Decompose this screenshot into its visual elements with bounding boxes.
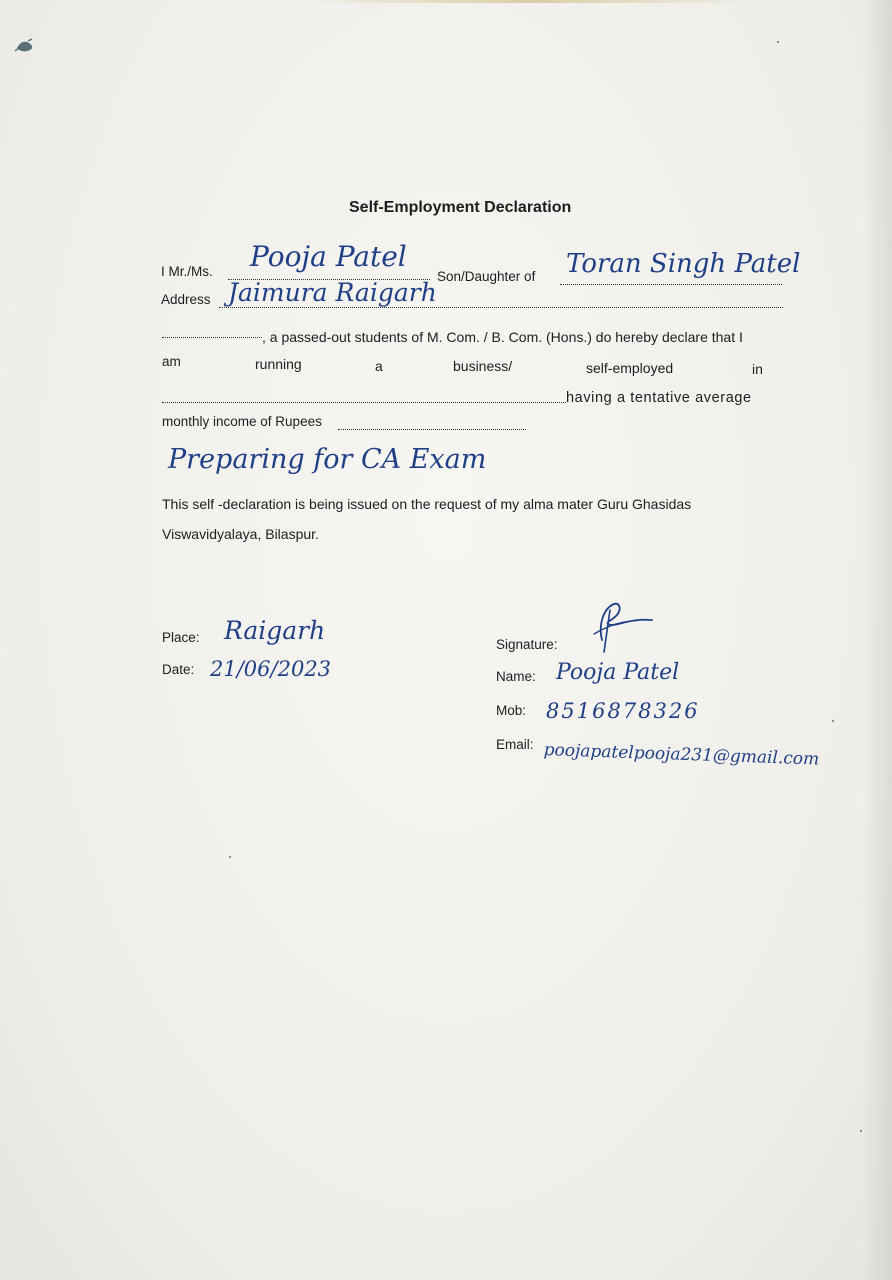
document-title: Self-Employment Declaration: [349, 199, 572, 216]
label-place: Place:: [162, 630, 200, 645]
label-name-signatory: Name:: [496, 669, 536, 684]
paper-top-stain: [300, 0, 760, 3]
handwritten-place: Raigarh: [224, 616, 326, 645]
word-a: a: [375, 358, 383, 374]
handwritten-signature-icon: [588, 594, 660, 654]
handwritten-date: 21/06/2023: [210, 657, 332, 681]
word-self-employed: self-employed: [586, 360, 674, 376]
father-dotted-line: [560, 284, 782, 285]
label-signature: Signature:: [496, 637, 558, 652]
declaration-line-passed-out: , a passed-out students of M. Com. / B. Com. (Hons.) do hereby declare that I: [262, 329, 743, 345]
word-in: in: [752, 361, 763, 377]
handwritten-email: poojapatelpooja231@gmail.com: [543, 740, 820, 770]
declaration-line-request: This self -declaration is being issued on the request of my alma mater Guru Ghasidas: [162, 496, 692, 512]
handwritten-address: Jaimura Raigarh: [228, 278, 437, 307]
paper-speck: [860, 1130, 862, 1132]
handwritten-signatory-name: Pooja Patel: [556, 660, 680, 685]
label-son-daughter-of: Son/Daughter of: [437, 269, 536, 284]
address-dotted-line: [219, 307, 783, 308]
income-dotted-line: [338, 429, 526, 430]
paper-speck: [229, 856, 231, 858]
word-running: running: [255, 356, 302, 372]
label-email: Email:: [496, 737, 534, 752]
handwritten-name: Pooja Patel: [250, 240, 407, 273]
handwritten-mobile: 8516878326: [546, 699, 700, 723]
word-am: am: [162, 354, 181, 369]
declaration-line-having: having a tentative average: [566, 390, 752, 406]
label-mob: Mob:: [496, 703, 527, 718]
label-address: Address: [161, 292, 211, 307]
paper-speck: [777, 41, 779, 43]
handwritten-father-name: Toran Singh Patel: [566, 249, 801, 279]
business-dotted-line: [162, 402, 566, 403]
word-business: business/: [453, 358, 513, 374]
handwritten-status: Preparing for CA Exam: [168, 444, 487, 475]
paper-edge-shadow: [862, 0, 892, 1280]
declaration-line-university: Viswavidyalaya, Bilaspur.: [162, 526, 319, 542]
label-monthly-income: monthly income of Rupees: [162, 414, 322, 429]
label-name: I Mr./Ms.: [161, 264, 213, 279]
paper-speck: [832, 720, 834, 722]
label-date: Date:: [162, 662, 195, 677]
address-continuation-dotted-line: [162, 337, 262, 338]
ink-smudge-icon: [14, 38, 36, 54]
